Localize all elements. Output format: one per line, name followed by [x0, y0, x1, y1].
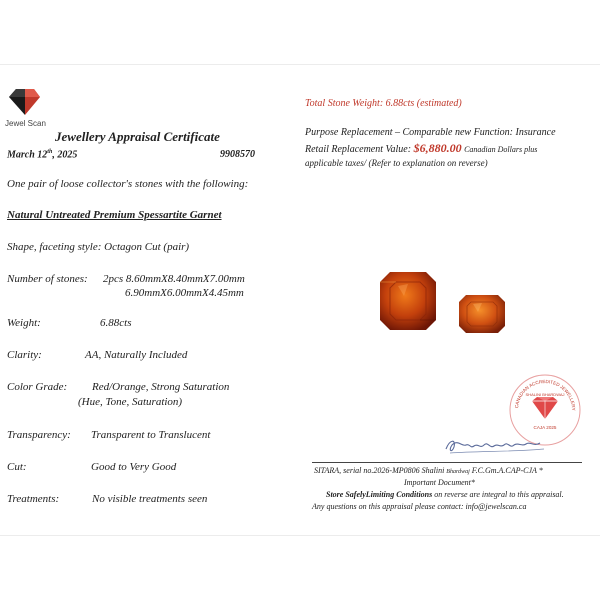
color-label: Color Grade:: [7, 381, 68, 393]
treatments-value: No visible treatments seen: [92, 493, 208, 505]
appraiser-signature: [440, 433, 550, 459]
stones-label: Number of stones:: [7, 273, 88, 285]
certificate-date: March 12th, 2025: [7, 149, 78, 161]
weight-value: 6.88cts: [100, 317, 132, 329]
footer-conditions: Store SafelyLimiting Conditions on reverse are integral to this appraisal.: [326, 490, 564, 499]
treatments-label: Treatments:: [7, 493, 60, 505]
purpose-line: Purpose Replacement – Comparable new Function: Insurance: [305, 127, 556, 138]
cut-value: Good to Very Good: [91, 461, 177, 473]
retail-value-note: applicable taxes/ (Refer to explanation on reverse): [305, 158, 488, 168]
seal-code: CAJA 2025: [533, 425, 557, 430]
certificate-number: 9908570: [220, 149, 255, 160]
intro-text: One pair of loose collector's stones with the following:: [7, 178, 249, 190]
cut-label: Cut:: [7, 461, 27, 473]
stone-name: Natural Untreated Premium Spessartite Garnet: [7, 209, 222, 221]
footer-important: Important Document*: [404, 478, 475, 487]
weight-label: Weight:: [7, 317, 41, 329]
retail-value-line: Retail Replacement Value: $6,880.00 Canadian Dollars plus: [305, 141, 538, 155]
shape-line: Shape, faceting style: Octagon Cut (pair): [7, 241, 190, 253]
footer-rule: [312, 462, 582, 463]
clarity-label: Clarity:: [7, 349, 42, 361]
footer-contact: Any questions on this appraisal please contact: info@jewelscan.ca: [312, 502, 527, 511]
stones-value-2: 6.90mmX6.00mmX4.45mm: [125, 287, 244, 299]
small-garnet-image: [458, 294, 506, 334]
seal-name: SHALINI BHARDWAJ: [525, 392, 565, 397]
clarity-value: AA, Naturally Included: [85, 349, 188, 361]
total-stone-weight: Total Stone Weight: 6.88cts (estimated): [305, 98, 462, 109]
large-garnet-image: [378, 270, 438, 332]
appraisal-certificate: [0, 64, 600, 536]
brand-name: Jewel Scan: [5, 119, 46, 128]
transparency-value: Transparent to Translucent: [91, 429, 211, 441]
stones-value-1: 2pcs 8.60mmX8.40mmX7.00mm: [103, 273, 245, 285]
seal-ring-text: CANADIAN ACCREDITED JEWELLERY: [514, 378, 577, 411]
color-value-1: Red/Orange, Strong Saturation: [92, 381, 230, 393]
transparency-label: Transparency:: [7, 429, 71, 441]
jewel-scan-logo: [7, 87, 41, 117]
certificate-title: Jewellery Appraisal Certificate: [55, 129, 220, 144]
retail-value: $6,880.00: [413, 141, 462, 155]
footer-serial: SITARA, serial no.2026-MP0806 Shalini Bhardwaj F.C.Gm.A.CAP-CJA *: [314, 466, 543, 475]
color-value-2: (Hue, Tone, Saturation): [78, 396, 183, 408]
